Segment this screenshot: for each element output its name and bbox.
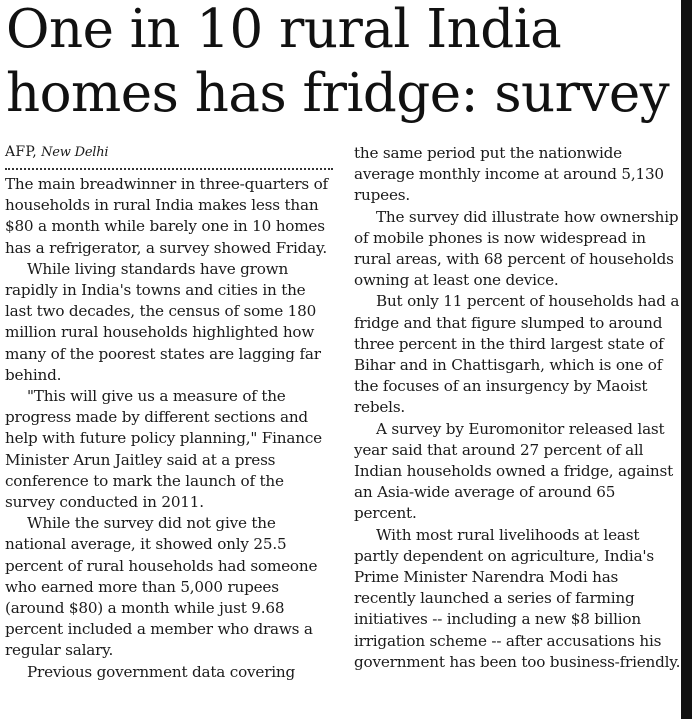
paragraph: With most rural livelihoods at least partly dependent on agriculture, India's Prime Minister Narendra Modi has recently launched a series of farming initiatives -- including a new $8 billion irrigation scheme -- after accusations his government has been too business-friendly. <box>354 525 681 671</box>
article-column-right <box>354 143 682 673</box>
paragraph: While living standards have grown rapidly in India's towns and cities in the last two decades, the census of some 180 million rural households highlighted how many of the poorest states are lagging far behind. <box>5 259 321 384</box>
paragraph: While the survey did not give the national average, it showed only 25.5 percent of rural households had someone who earned more than 5,000 rupees (around $80) a month while just 9.68 percent included a member who draws a regular salary. <box>5 514 318 660</box>
paragraph: the same period put the nationwide average monthly income at around 5,130 rupees. <box>354 144 664 205</box>
page-edge-rule <box>681 0 692 719</box>
paragraph: But only 11 percent of households had a fridge and that figure slumped to around three percent in the third largest state of Bihar and in Chattisgarh, which is one of the focuses of an insurgency by Maoist rebels. <box>354 292 680 417</box>
article-column-left <box>5 140 333 683</box>
dotted-divider <box>5 168 333 170</box>
paragraph: "This will give us a measure of the progress made by different sections and help with future policy planning," Finance Minister Arun Jaitley said at a press conference to mark the launch of the survey conducted in 2011. <box>5 387 322 512</box>
byline-agency: AFP, <box>5 144 38 160</box>
byline-place: New Delhi <box>41 145 109 160</box>
paragraph: The main breadwinner in three-quarters of households in rural India makes less than $80 a month while barely one in 10 homes has a refrigerator, a survey showed Friday. <box>5 175 328 257</box>
paragraph: Previous government data covering <box>27 662 296 681</box>
byline <box>5 140 333 164</box>
paragraph: The survey did illustrate how ownership of mobile phones is now widespread in rural areas, with 68 percent of households owning at least one device. <box>354 207 679 290</box>
headline: One in 10 rural India homes has fridge: survey <box>6 0 670 124</box>
paragraph: A survey by Euromonitor released last year said that around 27 percent of all Indian households owned a fridge, against an Asia-wide average of around 65 percent. <box>354 419 673 523</box>
